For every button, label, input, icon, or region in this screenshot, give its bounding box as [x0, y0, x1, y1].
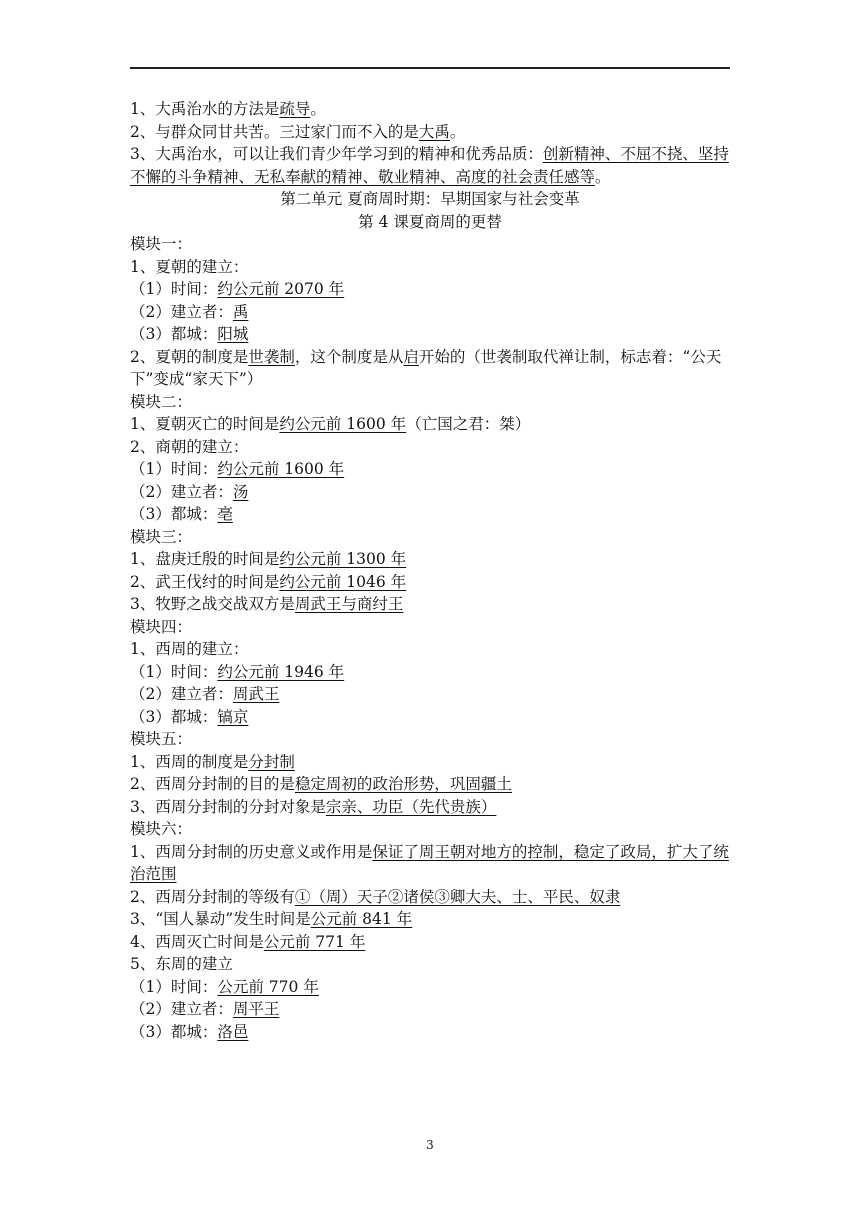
- text-segment: ，这个制度是从: [294, 347, 404, 366]
- text-line: [130, 661, 730, 684]
- underlined-answer: 宗亲、功臣（先代贵族）: [325, 797, 497, 816]
- text-segment: 3、“国人暴动”发生时间是: [130, 910, 311, 928]
- text-segment: （1）时间：: [130, 280, 218, 298]
- text-line: [130, 346, 730, 391]
- text-segment: 1、西周的建立：: [130, 640, 249, 658]
- text-segment: 2、武王伐纣的时间是: [130, 572, 280, 591]
- text-segment: 。: [310, 100, 326, 118]
- text-line: [130, 728, 730, 751]
- text-segment: 3、西周分封制的分封对象是: [130, 797, 326, 816]
- underlined-answer: 约公元前 1600 年: [217, 460, 345, 478]
- underlined-answer: 疏导: [279, 100, 311, 118]
- text-line: [130, 571, 730, 594]
- text-line: [130, 526, 730, 549]
- text-segment: 3、大禹治水，可以让我们青少年学习到的精神和优秀品质：: [130, 145, 543, 163]
- underlined-answer: 周平王: [232, 1000, 280, 1018]
- text-segment: （3）都城：: [130, 325, 218, 343]
- underlined-answer: 大禹: [418, 122, 450, 141]
- text-line: [130, 593, 730, 616]
- text-line: [130, 616, 730, 639]
- text-segment: 第二单元 夏商周时期：早期国家与社会变革: [280, 190, 580, 208]
- text-segment: （亡国之君：桀）: [406, 415, 531, 433]
- text-segment: 模块二：: [130, 392, 193, 411]
- text-segment: （2）建立者：: [130, 302, 233, 321]
- text-segment: 2、商朝的建立：: [130, 437, 249, 456]
- text-segment: （3）都城：: [130, 505, 218, 523]
- text-line: [130, 773, 730, 796]
- text-line: [130, 233, 730, 256]
- underlined-answer: 亳: [217, 505, 233, 523]
- text-segment: 开始的（世袭制取代禅让制，标志着：“公天下”变成“家天下”）: [130, 347, 722, 388]
- text-line: [130, 256, 730, 279]
- underlined-answer: 约公元前 2070 年: [217, 280, 345, 298]
- underlined-answer: 周武王: [232, 685, 280, 703]
- text-segment: 2、西周分封制的等级有: [130, 887, 295, 906]
- text-segment: 模块一：: [130, 235, 193, 253]
- underlined-answer: 公元前 841 年: [310, 910, 413, 928]
- section-heading: [130, 188, 730, 211]
- text-line: [130, 143, 730, 188]
- text-segment: 3、牧野之战交战双方是: [130, 595, 295, 613]
- text-line: [130, 908, 730, 931]
- text-segment: 模块六：: [130, 820, 193, 838]
- text-segment: 2、与群众同甘共苦。三过家门而不入的是: [130, 122, 419, 141]
- underlined-answer: 启: [403, 347, 419, 366]
- text-line: [130, 841, 730, 886]
- text-segment: 1、西周的制度是: [130, 752, 249, 771]
- text-line: [130, 953, 730, 976]
- underlined-answer: 世袭制: [248, 347, 295, 366]
- page-number: 3: [426, 1138, 434, 1152]
- text-line: [130, 458, 730, 481]
- text-line: [130, 436, 730, 459]
- text-line: [130, 706, 730, 729]
- text-line: [130, 818, 730, 841]
- underlined-answer: 公元前 771 年: [263, 932, 366, 951]
- text-segment: （1）时间：: [130, 460, 218, 478]
- text-segment: 模块三：: [130, 527, 193, 546]
- underlined-answer: 汤: [232, 482, 249, 501]
- text-line: [130, 323, 730, 346]
- text-line: [130, 301, 730, 324]
- text-line: [130, 1021, 730, 1044]
- underlined-answer: ①（周）天子②诸侯③卿大夫、士、平民、奴隶: [294, 887, 621, 906]
- text-segment: （3）都城：: [130, 707, 218, 726]
- text-segment: 1、夏朝灭亡的时间是: [130, 415, 280, 433]
- underlined-answer: 洛邑: [217, 1022, 249, 1041]
- text-segment: （1）时间：: [130, 977, 218, 996]
- text-line: [130, 931, 730, 954]
- text-segment: 模块四：: [130, 617, 193, 636]
- underlined-answer: 约公元前 1946 年: [217, 662, 345, 681]
- text-segment: 5、东周的建立: [130, 955, 233, 973]
- text-line: [130, 638, 730, 661]
- underlined-answer: 公元前 770 年: [217, 977, 319, 996]
- text-segment: 模块五：: [130, 730, 193, 748]
- text-line: [130, 976, 730, 999]
- text-line: [130, 391, 730, 414]
- underlined-answer: 禹: [232, 302, 249, 321]
- text-segment: （2）建立者：: [130, 1000, 233, 1018]
- underlined-answer: 创新精神、不屈不挠、坚持不懈的斗争精神、无私奉献的精神、敬业精神、高度的社会责任感等: [130, 145, 729, 186]
- text-segment: 2、西周分封制的目的是: [130, 775, 295, 793]
- underlined-answer: 约公元前 1046 年: [279, 572, 407, 591]
- text-line: [130, 503, 730, 526]
- text-segment: 。: [595, 167, 611, 186]
- text-segment: 4、西周灭亡时间是: [130, 932, 264, 951]
- text-line: [130, 548, 730, 571]
- text-line: [130, 683, 730, 706]
- text-segment: （1）时间：: [130, 662, 218, 681]
- text-segment: （2）建立者：: [130, 482, 233, 501]
- text-line: [130, 998, 730, 1021]
- text-segment: 。: [449, 122, 466, 141]
- text-segment: 1、盘庚迁殷的时间是: [130, 550, 280, 568]
- text-line: [130, 481, 730, 504]
- text-segment: 1、大禹治水的方法是: [130, 100, 280, 118]
- text-segment: 1、夏朝的建立：: [130, 257, 249, 276]
- underlined-answer: 约公元前 1300 年: [279, 550, 407, 568]
- text-segment: （2）建立者：: [130, 685, 233, 703]
- text-line: [130, 98, 730, 121]
- underlined-answer: 镐京: [217, 707, 249, 726]
- underlined-answer: 稳定周初的政治形势，巩固疆土: [294, 775, 512, 793]
- header-rule: [130, 67, 730, 69]
- text-segment: （3）都城：: [130, 1022, 218, 1041]
- underlined-answer: 阳城: [217, 325, 249, 343]
- text-line: [130, 886, 730, 909]
- section-heading: [130, 211, 730, 234]
- underlined-answer: 保证了周王朝对地方的控制，稳定了政局，扩大了统治范围: [130, 842, 729, 883]
- text-line: [130, 751, 730, 774]
- text-segment: 2、夏朝的制度是: [130, 347, 249, 366]
- text-segment: 第 4 课夏商周的更替: [358, 212, 502, 231]
- text-line: [130, 278, 730, 301]
- text-line: [130, 121, 730, 144]
- text-line: [130, 413, 730, 436]
- underlined-answer: 周武王与商纣王: [294, 595, 404, 613]
- underlined-answer: 分封制: [248, 752, 295, 771]
- document-body: [130, 98, 730, 1043]
- underlined-answer: 约公元前 1600 年: [279, 415, 407, 433]
- text-segment: 1、西周分封制的历史意义或作用是: [130, 842, 373, 861]
- text-line: [130, 796, 730, 819]
